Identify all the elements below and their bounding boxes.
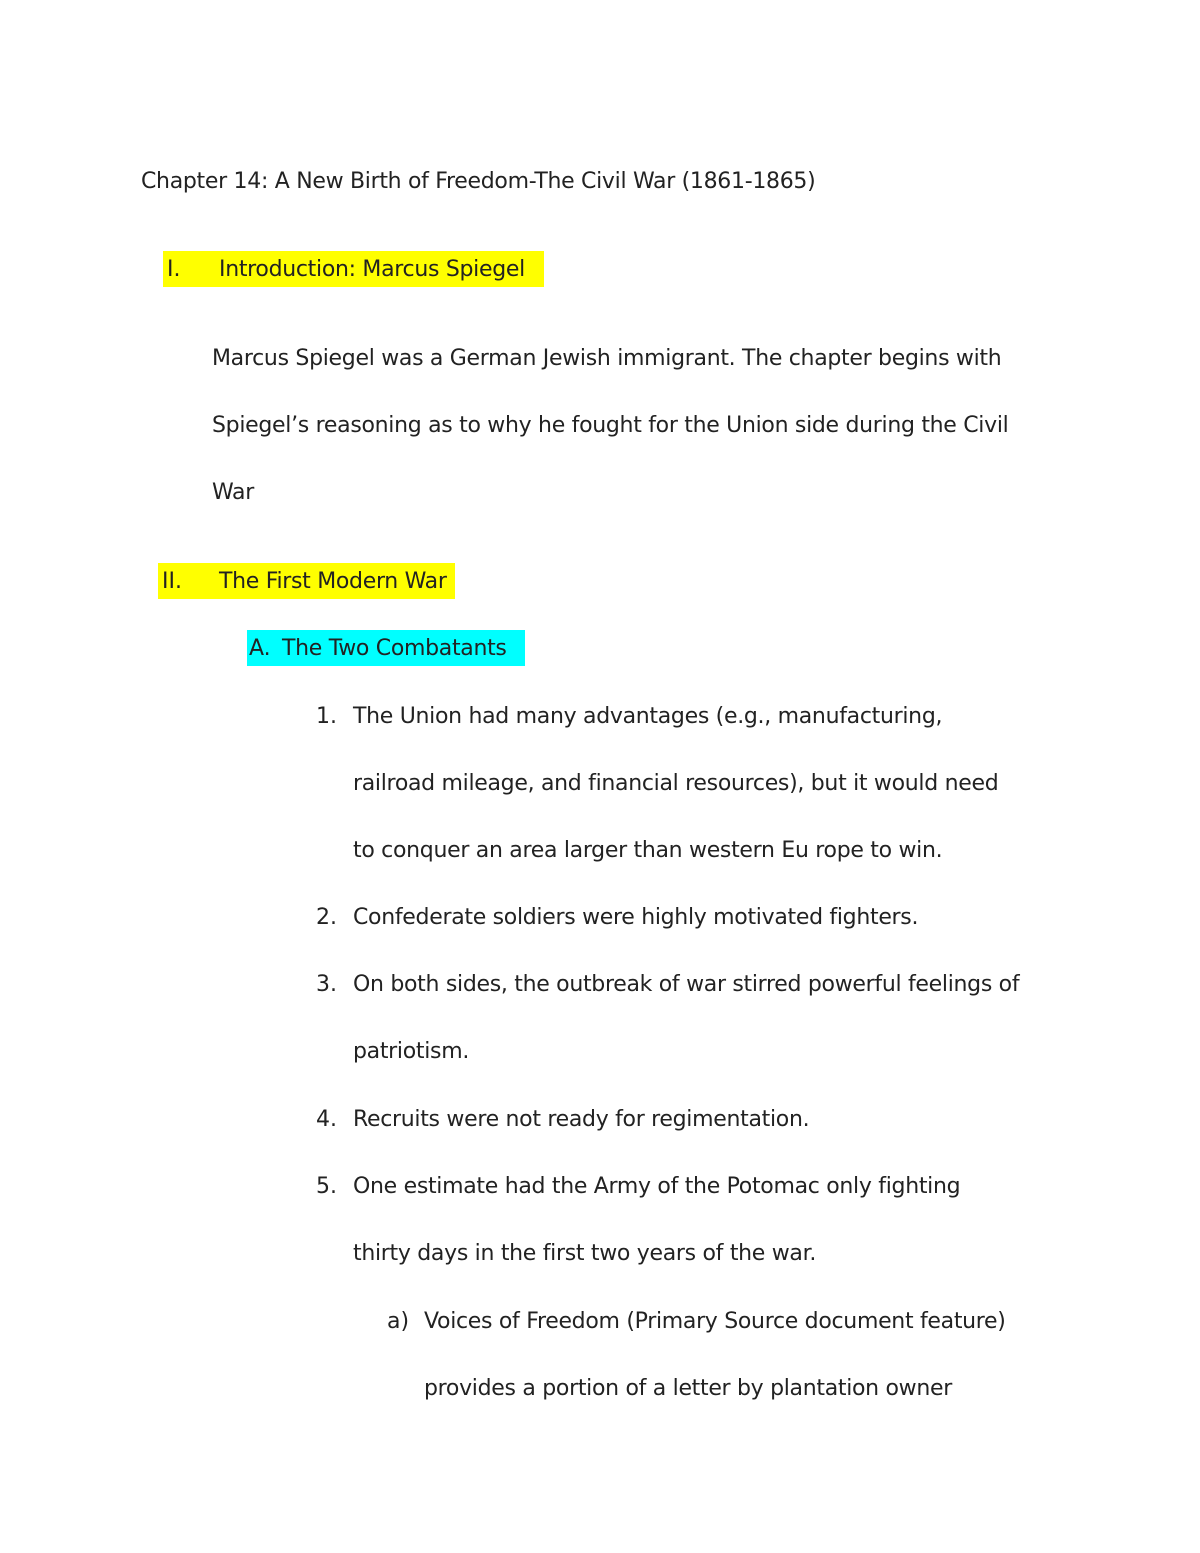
section-2-heading: The First Modern War [219, 569, 447, 594]
document-title: Chapter 14: A New Birth of Freedom-The Civil War (1861-1865) [141, 169, 816, 194]
subitem-a-line-2: provides a portion of a letter by plantation owner [424, 1376, 952, 1401]
item-5-line-1: One estimate had the Army of the Potomac only fighting [353, 1174, 961, 1199]
subitem-a-line-1: Voices of Freedom (Primary Source document feature) [424, 1309, 1006, 1334]
section-1-heading: Introduction: Marcus Spiegel [219, 257, 525, 282]
subitem-a-letter: a) [387, 1309, 410, 1334]
intro-paragraph-line-3: War [212, 480, 254, 505]
item-4-number: 4. [316, 1107, 337, 1132]
item-2-line-1: Confederate soldiers were highly motivated fighters. [353, 905, 919, 930]
section-2-numeral: II. [162, 569, 182, 594]
intro-paragraph-line-1: Marcus Spiegel was a German Jewish immigrant. The chapter begins with [212, 346, 1002, 371]
item-3-line-1: On both sides, the outbreak of war stirred powerful feelings of [353, 972, 1020, 997]
item-5-number: 5. [316, 1174, 337, 1199]
section-1-numeral: I. [167, 257, 181, 282]
item-4-line-1: Recruits were not ready for regimentation. [353, 1107, 810, 1132]
item-1-number: 1. [316, 704, 337, 729]
item-1-line-2: railroad mileage, and financial resources), but it would need [353, 771, 999, 796]
item-1-line-3: to conquer an area larger than western Eu rope to win. [353, 838, 943, 863]
item-5-line-2: thirty days in the first two years of the war. [353, 1241, 817, 1266]
subsection-a-letter: A. [249, 636, 271, 661]
item-3-number: 3. [316, 972, 337, 997]
item-1-line-1: The Union had many advantages (e.g., manufacturing, [353, 704, 943, 729]
intro-paragraph-line-2: Spiegel’s reasoning as to why he fought for the Union side during the Civil [212, 413, 1009, 438]
item-3-line-2: patriotism. [353, 1039, 470, 1064]
subsection-a-heading: The Two Combatants [282, 636, 507, 661]
item-2-number: 2. [316, 905, 337, 930]
